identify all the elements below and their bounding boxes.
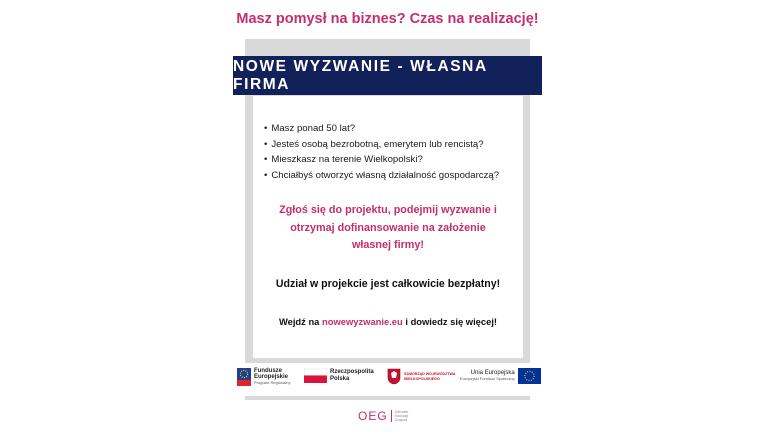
title-banner: NOWE WYZWANIE - WŁASNA FIRMA xyxy=(233,56,542,95)
fe-star-icon xyxy=(237,368,251,386)
website-link[interactable]: nowewyzwanie.eu xyxy=(322,316,403,327)
visit-prefix: Wejdź na xyxy=(278,316,322,327)
cta-line: własnej firmy! xyxy=(351,239,424,251)
cta-line: otrzymaj dofinansowanie na założenie xyxy=(290,221,486,234)
rzeczpospolita-polska-logo: Rzeczpospolita Polska xyxy=(304,368,374,383)
unia-europejska-logo: Unia Europejska Europejski Fundusz Społeczny xyxy=(460,368,541,384)
oeg-logo: OEG xyxy=(358,409,388,423)
question-item: • Jesteś osobą bezrobotną, emerytem lub rencistą? xyxy=(264,137,499,153)
cta-line: Zgłoś się do projektu, podejmij wyzwanie i xyxy=(279,204,497,216)
free-participation-text: Udział w projekcie jest całkowicie bezpłatny! xyxy=(275,278,501,290)
question-item: • Masz ponad 50 lat? xyxy=(264,121,499,137)
fundusze-europejskie-logo: Fundusze Europejskie Program Regionalny xyxy=(237,368,290,387)
polish-flag-icon xyxy=(304,368,327,383)
footer-logo: OEG Ośrodek Edukacji Gospod. xyxy=(358,409,409,423)
question-item: • Mieszkasz na terenie Wielkopolski? xyxy=(264,152,499,168)
headline: Masz pomysł na biznes? Czas na realizację! xyxy=(236,11,539,27)
question-item: • Chciałbyś otworzyć własną działalność gospodarczą? xyxy=(264,168,499,184)
wielkopolska-crest-icon xyxy=(387,368,401,385)
eu-flag-icon xyxy=(518,368,541,384)
call-to-action xyxy=(253,202,523,255)
visit-website-text xyxy=(253,316,523,327)
visit-suffix: i dowiedz się więcej! xyxy=(402,316,498,327)
wielkopolska-logo: SAMORZĄD WOJEWÓDZTWA WIELKOPOLSKIEGO xyxy=(387,368,455,385)
question-list xyxy=(264,121,499,183)
